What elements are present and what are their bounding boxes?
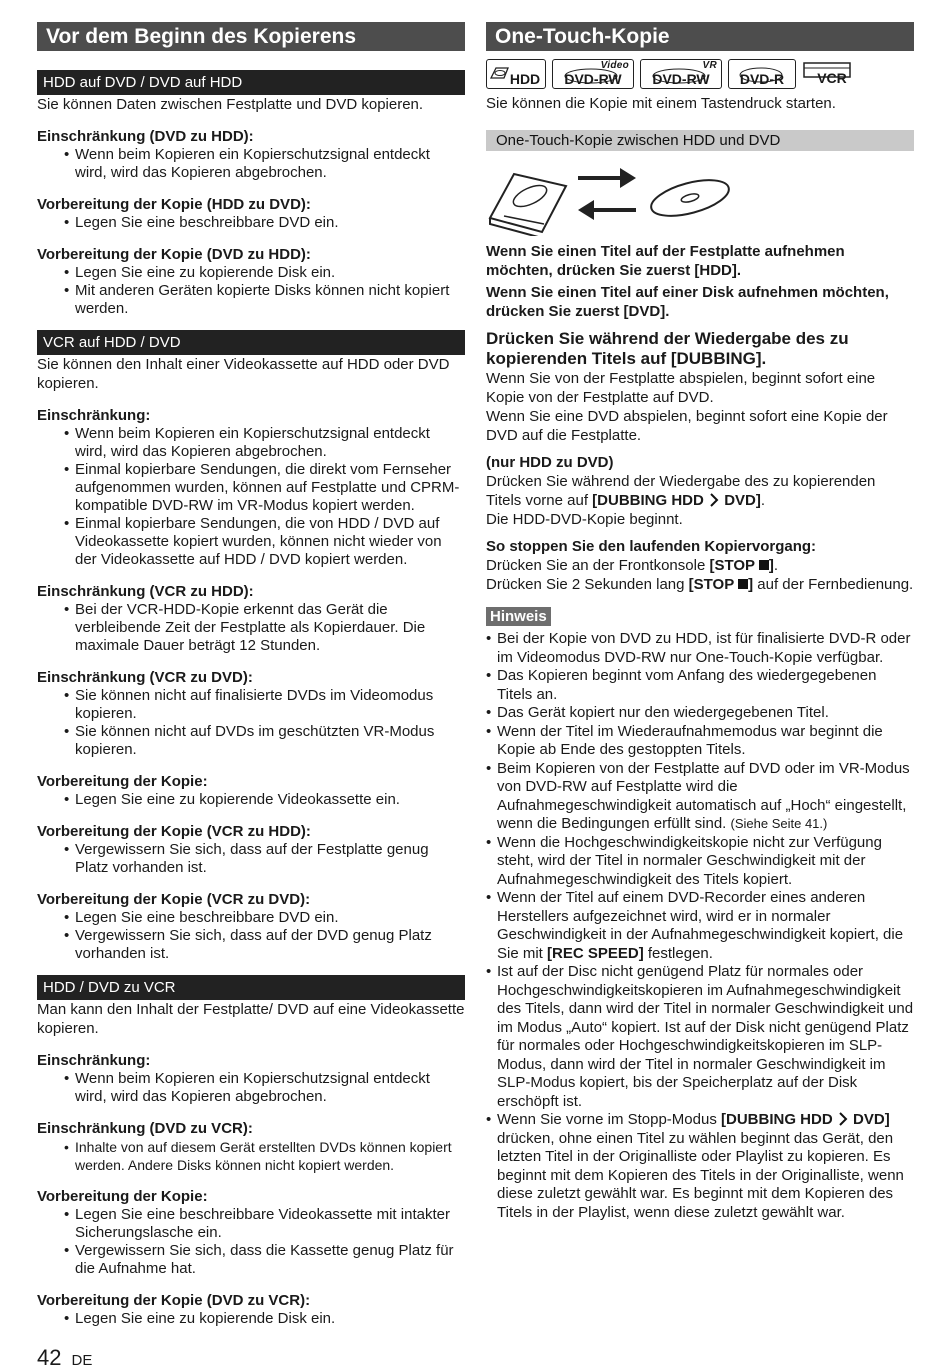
list-item: • Wenn beim Kopieren ein Kopierschutzsignal entdeckt wird, wird das Kopieren abgebrochen. <box>75 1070 465 1106</box>
bullet-list <box>37 791 465 809</box>
list-item: • Legen Sie eine zu kopierende Disk ein. <box>75 264 465 282</box>
bullet-list <box>37 841 465 877</box>
intro-text: Man kann den Inhalt der Festplatte/ DVD auf eine Videokassette kopieren. <box>37 1001 465 1037</box>
rec-speed-button-ref: [REC SPEED] <box>547 944 644 962</box>
bullet-list <box>37 687 465 759</box>
list-item: • Wenn beim Kopieren ein Kopierschutzsignal entdeckt wird, wird das Kopieren abgebrochen. <box>75 146 465 182</box>
stop-text-part: Drücken Sie an der Frontkonsole <box>486 557 706 574</box>
instruction-hdd-first: Wenn Sie einen Titel auf der Festplatte aufnehmen möchten, drücken Sie zuerst [HDD]. <box>486 243 845 279</box>
list-item: • Legen Sie eine beschreibbare DVD ein. <box>75 909 465 927</box>
list-item: • Bei der VCR-HDD-Kopie erkennt das Gerät die verbleibende Zeit der Festplatte als Kopierdauer. Die maximale Dauer beträgt 12 Stunden. <box>75 601 465 655</box>
intro-text: Sie können die Kopie mit einem Tastendruck starten. <box>486 95 836 112</box>
bullet-list <box>37 1070 465 1106</box>
intro-text: Sie können Daten zwischen Festplatte und DVD kopieren. <box>37 96 424 113</box>
heading-prep: Vorbereitung der Kopie: <box>37 1188 208 1205</box>
stop-text-part: Drücken Sie 2 Sekunden lang <box>486 576 685 593</box>
heading-restriction-vcr-hdd: Einschränkung (VCR zu HDD): <box>37 583 254 600</box>
list-item: • Legen Sie eine beschreibbare Videokassette mit intakter Sicherungslasche ein. <box>75 1206 465 1242</box>
transfer-arrows-icon <box>578 168 636 220</box>
heading-prep-hdd-dvd: Vorbereitung der Kopie (HDD zu DVD): <box>37 196 311 213</box>
intro-text: Sie können den Inhalt einer Videokassette auf HDD oder DVD kopieren. <box>37 356 450 392</box>
subsection-bar-hdd-dvd: HDD auf DVD / DVD auf HDD <box>37 70 465 95</box>
chevron-right-icon <box>837 1112 849 1126</box>
icon-label: DVD-RW <box>564 71 622 87</box>
bullet-list <box>37 1138 465 1174</box>
heading-restriction-vcr-dvd: Einschränkung (VCR zu DVD): <box>37 669 253 686</box>
media-icons-row <box>486 59 914 91</box>
step-text: Wenn Sie von der Festplatte abspielen, beginnt sofort eine Kopie von der Festplatte auf DVD. <box>486 370 876 406</box>
dvd-rw-vr-icon <box>640 59 722 89</box>
chevron-right-icon <box>708 493 720 507</box>
hdd-only-text: Drücken Sie während der Wiedergabe des zu kopierenden Titels vorne auf [DUBBING HDD DVD]. <box>486 473 876 509</box>
icon-label: HDD <box>509 71 541 87</box>
vcr-icon <box>802 59 854 87</box>
hdd-dvd-transfer-illustration <box>486 166 746 236</box>
list-item: • Mit anderen Geräten kopierte Disks können nicht kopiert werden. <box>75 282 465 318</box>
subsection-bar-vcr-hdd-dvd: VCR auf HDD / DVD <box>37 330 465 355</box>
heading-prep-dvd-vcr: Vorbereitung der Kopie (DVD zu VCR): <box>37 1292 311 1309</box>
list-item: • Einmal kopierbare Sendungen, die von HDD / DVD auf Videokassette kopiert wurden, können nicht wieder von der Videokassette auf HDD / DVD kopiert werden. <box>75 515 465 569</box>
bullet-list <box>37 264 465 318</box>
hdd-only-result: Die HDD-DVD-Kopie beginnt. <box>486 511 683 528</box>
right-column <box>486 22 914 1222</box>
step-heading-dubbing: Drücken Sie während der Wiedergabe des zu kopierenden Titels auf [DUBBING]. <box>486 329 849 368</box>
list-item: • Das Kopieren beginnt vom Anfang des wiedergegebenen Titels an. <box>497 667 914 704</box>
left-column <box>37 22 465 1328</box>
hdd-illustration-icon <box>490 174 566 236</box>
heading-prep-vcr-dvd: Vorbereitung der Kopie (VCR zu DVD): <box>37 891 311 908</box>
stop-text <box>486 575 914 594</box>
list-item: • Vergewissern Sie sich, dass auf der Festplatte genug Platz vorhanden ist. <box>75 841 465 877</box>
notes-list <box>486 630 914 1222</box>
bullet-list <box>37 214 465 232</box>
bullet-list <box>37 909 465 963</box>
icon-label: DVD-R <box>739 71 785 87</box>
subsection-bar-hdd-dvd-copy: One-Touch-Kopie zwischen HDD und DVD <box>486 130 914 151</box>
dvd-rw-video-icon <box>552 59 634 89</box>
hdd-icon <box>486 59 546 89</box>
note-text: Beim Kopieren von der Festplatte auf DVD oder im VR-Modus von DVD-RW auf Festplatte wird die Aufnahmegeschwindigkeit automatisch auf „Hoch“ eingestellt, wenn die Bedingungen erfüllt sind. <box>497 759 910 832</box>
stop-button-ref: [STOP ] <box>688 576 754 593</box>
section-title-one-touch: One-Touch-Kopie <box>486 22 914 51</box>
stop-text: Drücken Sie an der Frontkonsole [STOP ]. <box>486 557 779 574</box>
hdd-only-text-part: Drücken Sie während der Wiedergabe des zu kopierenden Titels vorne auf <box>486 473 876 509</box>
button-ref-label: DVD] <box>853 1111 890 1128</box>
icon-label: VCR <box>817 70 847 86</box>
list-item <box>497 1111 914 1222</box>
list-item: • Das Gerät kopiert nur den wiedergegebenen Titel. <box>497 704 914 723</box>
list-item <box>497 760 914 834</box>
list-item: • Inhalte von auf diesem Gerät erstellten DVDs können kopiert werden. Andere Disks können nicht kopiert werden. <box>75 1138 465 1174</box>
hdd-drive-icon <box>490 66 510 80</box>
page-reference: (Siehe Seite 41.) <box>730 816 828 831</box>
dubbing-button-ref <box>592 492 761 509</box>
note-text: Wenn der Titel auf einem DVD-Recorder eines anderen Herstellers aufgezeichnet wird, wird er in normaler Geschwindigkeit in der Aufnahmegeschwindigkeit kopiert, die Sie mit <box>497 889 904 962</box>
list-item: • Legen Sie eine beschreibbare DVD ein. <box>75 214 465 232</box>
icon-sublabel: Video <box>600 60 629 71</box>
stop-button-ref: [STOP ] <box>709 557 774 574</box>
stop-text-part: auf der Fernbedienung. <box>757 576 914 593</box>
list-item: • Einmal kopierbare Sendungen, die direkt vom Fernseher aufgenommen wurden, können auf Festplatte und CPRM-kompatible DVD-RW im VR-Modus kopiert werden. <box>75 461 465 515</box>
icon-sublabel: VR <box>702 60 717 71</box>
list-item: • Vergewissern Sie sich, dass die Kassette genug Platz für die Aufnahme hat. <box>75 1242 465 1278</box>
section-title-before-copy: Vor dem Beginn des Kopierens <box>37 22 465 51</box>
bullet-list <box>37 146 465 182</box>
bullet-list <box>37 1310 465 1328</box>
button-ref-label: DVD] <box>724 492 761 509</box>
list-item: • Wenn der Titel im Wiederaufnahmemodus war beginnt die Kopie ab Ende des gestoppten Titels. <box>497 723 914 760</box>
subsection-bar-hdd-dvd-vcr: HDD / DVD zu VCR <box>37 975 465 1000</box>
list-item: • Sie können nicht auf finalisierte DVDs im Videomodus kopieren. <box>75 687 465 723</box>
list-item: • Legen Sie eine zu kopierende Videokassette ein. <box>75 791 465 809</box>
bullet-list <box>37 601 465 655</box>
dubbing-button-ref <box>721 1111 890 1128</box>
page-footer <box>37 1345 92 1371</box>
heading-stop-copy: So stoppen Sie den laufenden Kopiervorgang: <box>486 538 817 555</box>
dvd-r-icon <box>728 59 796 89</box>
list-item <box>497 889 914 963</box>
list-item: • Wenn beim Kopieren ein Kopierschutzsignal entdeckt wird, wird das Kopieren abgebrochen. <box>75 425 465 461</box>
list-item: • Wenn die Hochgeschwindigkeitskopie nicht zur Verfügung steht, wird der Titel in normaler Geschwindigkeit mit der Aufnahmegeschwindigkeit des Titels kopiert. <box>497 834 914 890</box>
bullet-list <box>37 425 465 569</box>
bullet-list <box>37 1206 465 1278</box>
hinweis-label: Hinweis <box>486 607 551 626</box>
list-item: • Bei der Kopie von DVD zu HDD, ist für finalisierte DVD-R oder im Videomodus DVD-RW nur One-Touch-Kopie verfügbar. <box>497 630 914 667</box>
step-text: Wenn Sie eine DVD abspielen, beginnt sofort eine Kopie der DVD auf die Festplatte. <box>486 408 888 444</box>
heading-prep-vcr-hdd: Vorbereitung der Kopie (VCR zu HDD): <box>37 823 311 840</box>
note-text: drücken, ohne einen Titel zu wählen beginnt das Gerät, den letzten Titel in der Originalliste oder Playlist zu kopieren. Es beginnt mit dem Kopieren des Titels in der Originalliste, wenn diese zuletzt gewählt war. Es beginnt mit dem Kopieren des Titels in der Playlist, wenn diese zuletzt gewählt war. <box>497 1129 904 1221</box>
icon-label: DVD-RW <box>652 71 710 87</box>
heading-restriction: Einschränkung: <box>37 407 151 424</box>
list-item: • Legen Sie eine zu kopierende Disk ein. <box>75 1310 465 1328</box>
button-ref-label: [DUBBING HDD <box>592 492 704 509</box>
list-item: • Vergewissern Sie sich, dass auf der DVD genug Platz vorhanden ist. <box>75 927 465 963</box>
instruction-dvd-first: Wenn Sie einen Titel auf einer Disk aufnehmen möchten, drücken Sie zuerst [DVD]. <box>486 284 889 320</box>
list-item: • Ist auf der Disc nicht genügend Platz für normales oder Hochgeschwindigkeitskopieren im Aufnahmegeschwindigkeit des Titels, dann wird der Titel in normaler Geschwindigkeit und im Modus „Auto“ kopiert. Ist auf der Disk nicht genügend Platz für normales oder Hochgeschwindigkeitskopieren im SLP-Modus, dann wird der Titel in normaler Geschwindigkeit im SLP-Modus kopiert, bis der Speicherplatz auf der Disk erschöpft ist. <box>497 963 914 1111</box>
page-number: 42 <box>37 1345 62 1370</box>
list-item: • Sie können nicht auf DVDs im geschützten VR-Modus kopieren. <box>75 723 465 759</box>
heading-prep: Vorbereitung der Kopie: <box>37 773 208 790</box>
heading-restriction-dvd-vcr: Einschränkung (DVD zu VCR): <box>37 1120 253 1137</box>
heading-prep-dvd-hdd: Vorbereitung der Kopie (DVD zu HDD): <box>37 246 311 263</box>
stop-square-icon <box>759 560 769 570</box>
stop-square-icon <box>738 579 748 589</box>
language-code: DE <box>71 1352 93 1369</box>
button-ref-label: [DUBBING HDD <box>721 1111 833 1128</box>
heading-restriction: Einschränkung: <box>37 1052 151 1069</box>
note-text: festlegen. <box>647 944 713 962</box>
button-ref-label: [STOP <box>709 557 755 574</box>
note-text: Wenn Sie vorne im Stopp-Modus <box>497 1111 717 1128</box>
heading-hdd-only: (nur HDD zu DVD) <box>486 454 614 471</box>
heading-restriction-dvd-hdd: Einschränkung (DVD zu HDD): <box>37 128 254 145</box>
dvd-disc-illustration-icon <box>647 173 732 223</box>
button-ref-label: [STOP <box>688 576 734 593</box>
